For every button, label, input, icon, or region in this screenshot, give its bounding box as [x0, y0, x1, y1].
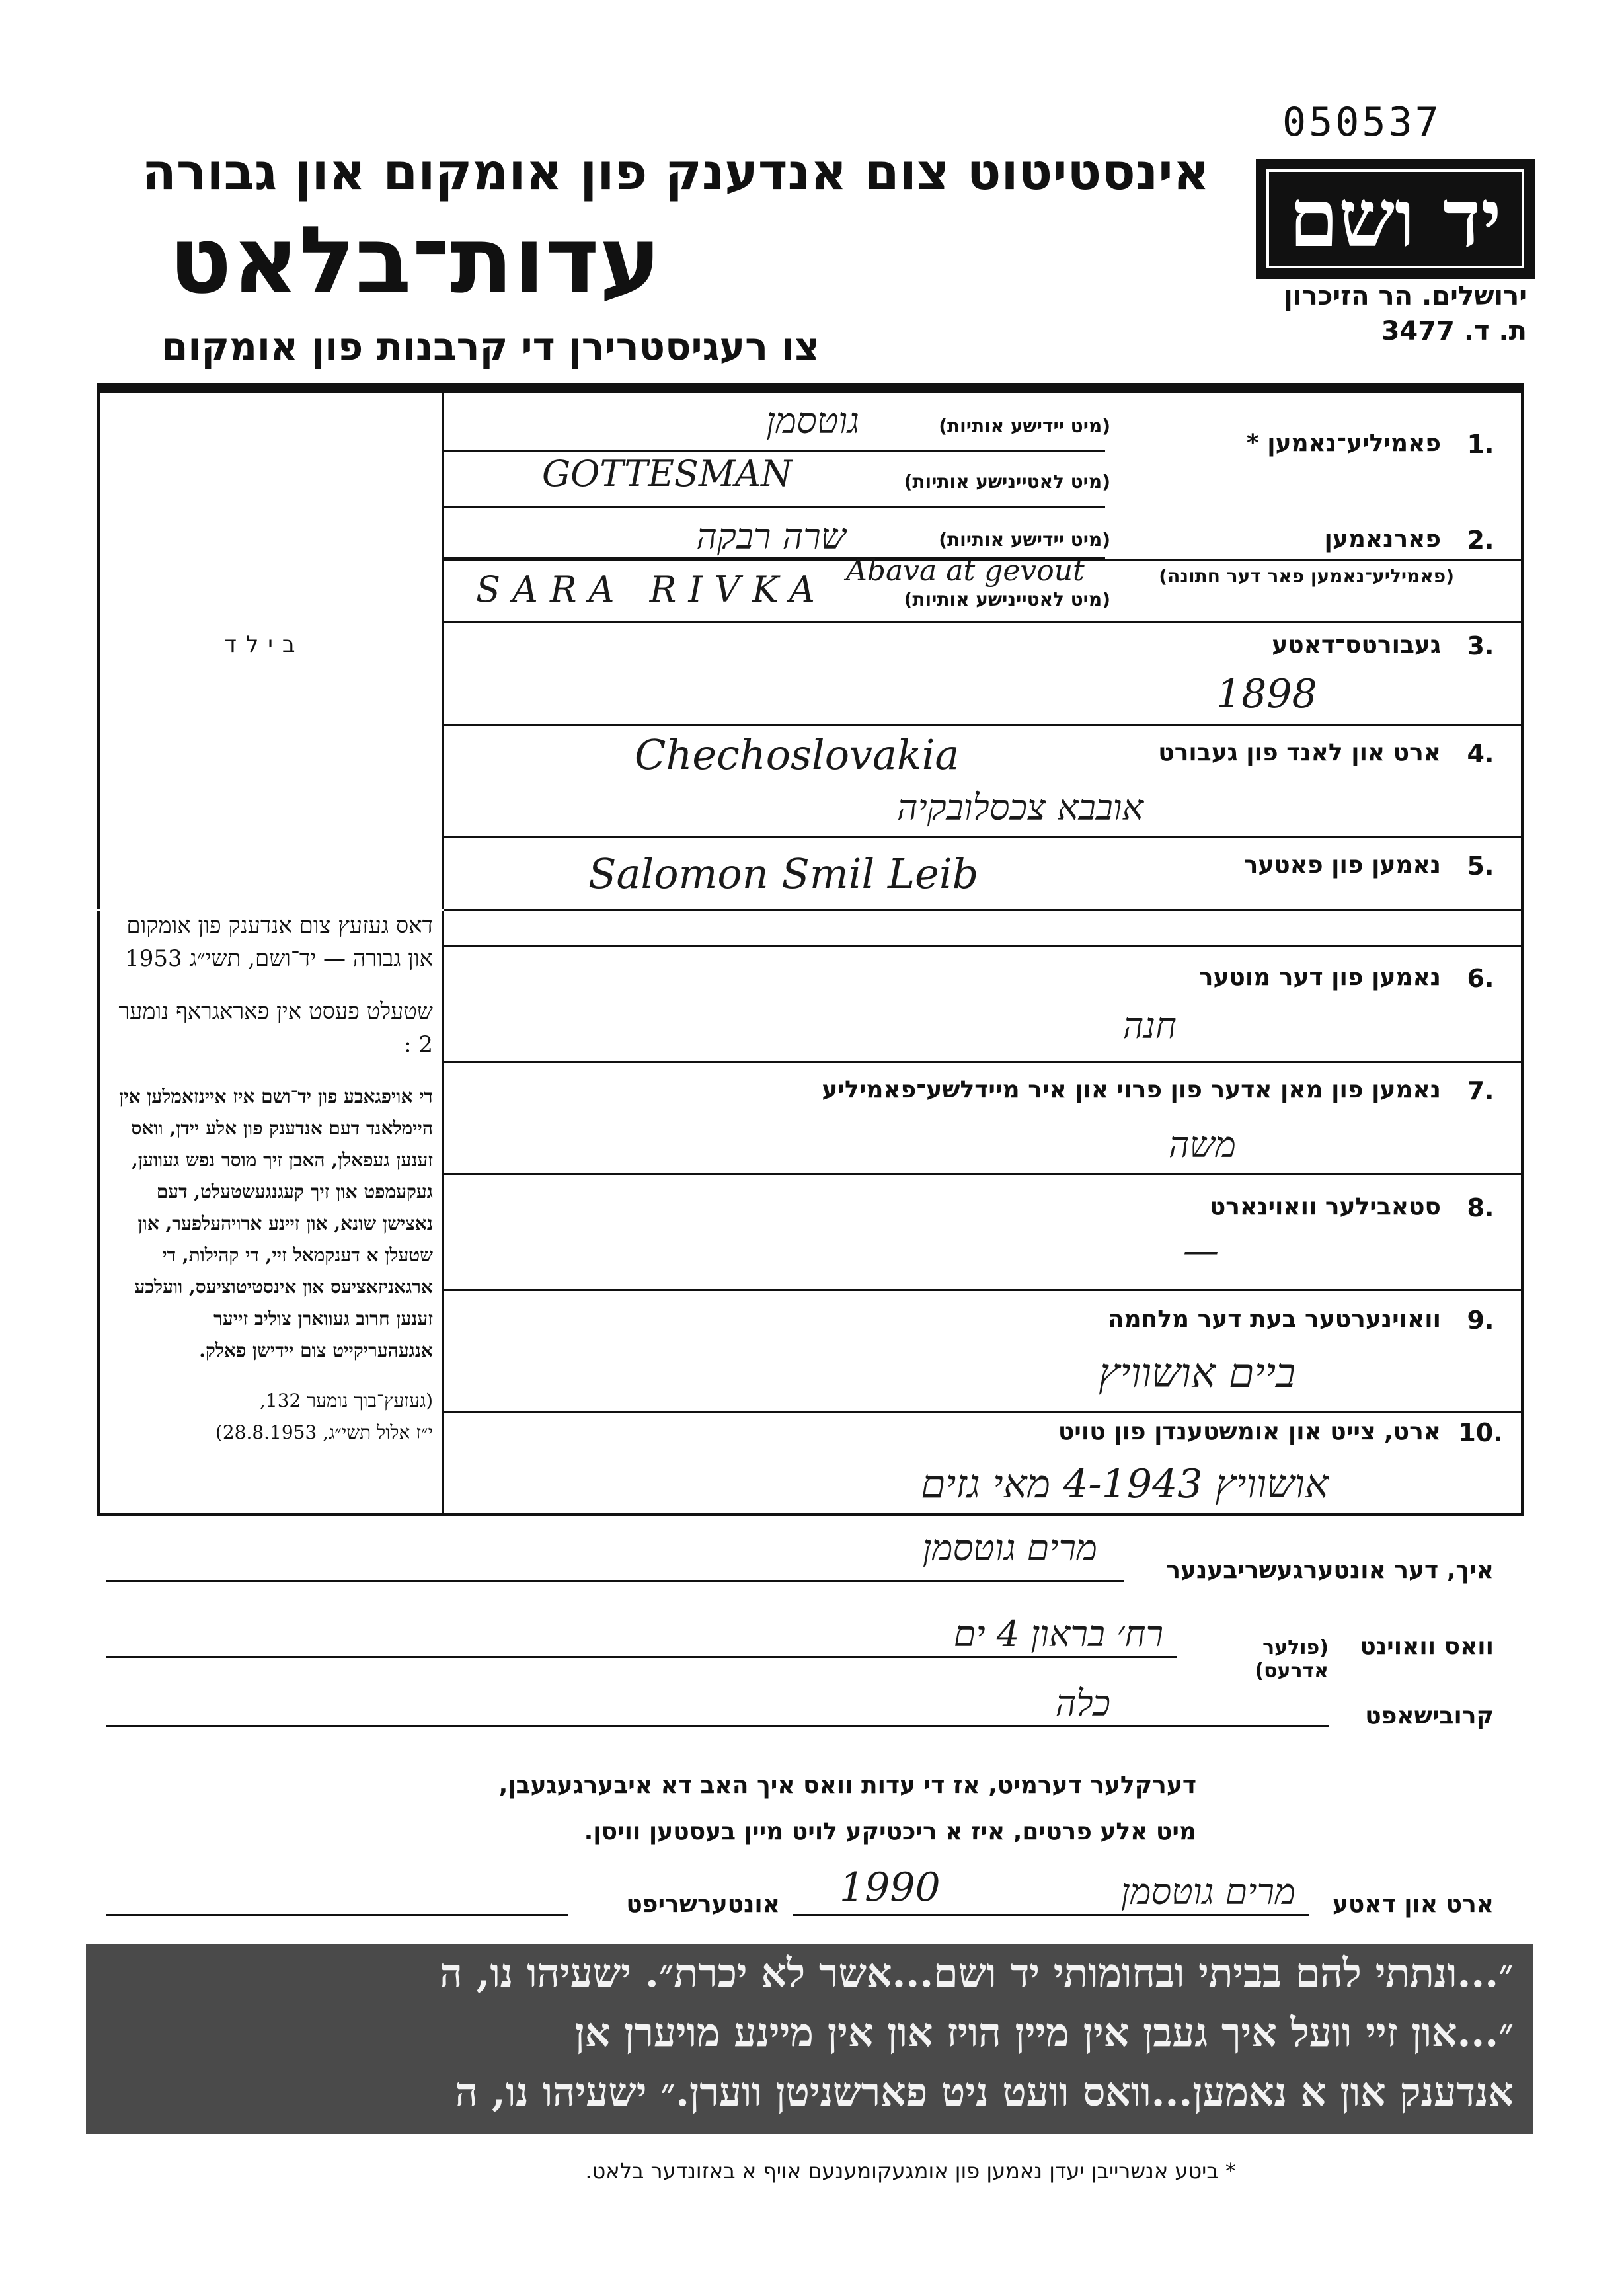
field-label-family-name: פאמיליע־נאמען *	[1246, 430, 1441, 457]
row-divider	[444, 621, 1524, 623]
address-label: וואס וואוינט	[1360, 1633, 1494, 1660]
field-underline	[444, 450, 1105, 452]
row-divider	[444, 945, 1524, 947]
field-number: 5.	[1467, 851, 1494, 881]
relation-underline	[106, 1725, 1329, 1727]
field-label-father-name: נאמען פון פאטער	[1243, 851, 1441, 879]
form-top-rule	[97, 383, 1524, 393]
permanent-residence-value: —	[1183, 1230, 1219, 1271]
banner-line-2: ״...און זיי וועל איך געבן אין מיין הויז און אין מיינע מויערן אן	[574, 2010, 1514, 2056]
field-underline	[444, 506, 1105, 508]
field-label-first-name: פארנאמען	[1324, 526, 1441, 553]
quote-banner	[86, 1944, 1533, 2134]
law-citation-1: (געזעץ־בוך נומער 132,	[259, 1390, 433, 1411]
address-value: רח׳ בראון 4 ים	[953, 1613, 1163, 1655]
field-number: 9.	[1467, 1306, 1494, 1335]
spouse-name-value: משה	[1169, 1124, 1236, 1166]
row-divider	[444, 836, 1524, 838]
field-number: 10.	[1458, 1418, 1503, 1447]
place-date-value: 1990	[839, 1864, 941, 1911]
serial-number: 050537	[1282, 99, 1442, 145]
place-date-label: ארט און דאטע	[1332, 1891, 1494, 1918]
maiden-name-value: Abava at gevout	[846, 554, 1085, 588]
field-number: 7.	[1467, 1076, 1494, 1105]
row-divider	[444, 1411, 1524, 1413]
law-citation-2: י״ז אלול תשי״ג, 28.8.1953)	[215, 1421, 433, 1443]
field-number: 1.	[1467, 430, 1494, 459]
field-label-birth-date: געבורטס־דאטע	[1272, 631, 1441, 658]
field-sublabel: (מיט יידישע אותיות)	[939, 415, 1110, 437]
field-label-permanent-residence: סטאבילער וואוינארט	[1209, 1193, 1441, 1220]
wartime-residence-value: ביים אושוויץ	[1098, 1349, 1295, 1397]
submitter-name-underline	[106, 1580, 1124, 1582]
field-label-wartime-residence: וואוינערטער בעת דער מלחמה	[1107, 1306, 1441, 1333]
field-label-birth-place: ארט און לאנד פון געבורט	[1158, 739, 1441, 766]
declaration-line-1: דערקלער דערמיט, אז די עדות וואס איך האב דא איבערגעגעבן,	[498, 1772, 1196, 1799]
address-underline	[106, 1656, 1177, 1658]
institute-name: אינסטיטוט צום אנדענק פון אומקום און גבורה	[141, 142, 1210, 201]
law-paragraph-3: די אויפגאבע פון יד־ושם איז איינזאמלען אין היימלאנד דעם אנדענק פון אלע יידן, וואס זענען געפאלן, האבן זיך מוסר נפש געווען, געקעמפט און זיך קעגנגעשטעלט, דעם נאצישן שונא, און זיינע ארויהעלפער, און שטעלן א דענקמאל זיי, די קהילות, די ארגאניזאציעס און אינסטיטוציעס, וועלכע זענען חרוב געווארן צוליב זייער אנגעהעריקייט צום יידישן פאלק.	[119, 1086, 433, 1361]
signature-label-underline	[106, 1914, 568, 1916]
signature-label: אונטערשריפט	[626, 1891, 780, 1918]
relation-label: קרובישאפט	[1365, 1702, 1494, 1729]
field-number: 3.	[1467, 631, 1494, 660]
photo-label: בילד	[224, 631, 305, 658]
declaration-line-2: מיט אלע פרטים, איז א ריכטיקע לויט מיין בעסטען וויסן.	[584, 1818, 1196, 1845]
form-subtitle: צו רעגיסטרירן די קרבנות פון אומקום	[161, 324, 820, 369]
row-divider	[444, 1061, 1524, 1063]
po-box-text: ת. ד. 3477	[1381, 316, 1527, 346]
logo-frame	[1266, 169, 1524, 268]
first-name-latin-value: SARA RIVKA	[476, 569, 827, 610]
field-number: 6.	[1467, 964, 1494, 993]
row-divider	[444, 1173, 1524, 1175]
field-sublabel: (מיט לאטיינישע אותיות)	[904, 471, 1110, 493]
submitter-name-label: איך, דער אונטערגעשריבענער	[1166, 1557, 1494, 1584]
field-number: 4.	[1467, 739, 1494, 768]
field-number: 8.	[1467, 1193, 1494, 1222]
field-label-spouse-name: נאמען פון מאן אדער פון פרוי און איר מיידלשע־פאמיליע	[822, 1076, 1441, 1103]
banner-line-1: ״...ונתתי להם בביתי ובחומותי יד ושם...אשר לא יכרת״. ישעיהו נו, ה	[440, 1950, 1514, 1997]
family-name-latin-value: GOTTESMAN	[542, 453, 793, 495]
relation-value: כלה	[1055, 1682, 1110, 1724]
signature-value: מרים גוטסמן	[1120, 1871, 1295, 1913]
banner-line-3: אנדענק און א נאמען...וואס וועט ניט פארשניטן ווערן.״ ישעיהו נו, ה	[455, 2069, 1514, 2116]
yad-vashem-logo	[1256, 159, 1535, 279]
logo-text: יד ושם	[1289, 172, 1502, 265]
birth-place-latin-value: Chechoslovakia	[635, 731, 960, 779]
submitter-name-value: מרים גוטסמן	[922, 1527, 1097, 1569]
law-paragraph-2: שטעלט פעסט אין פאראגראף נומער 2 :	[118, 998, 433, 1058]
first-name-yiddish-value: שרה רבקה	[696, 516, 846, 557]
law-paragraph-1: דאס געזעץ צום אנדענק פון אומקום און גבורה — יד־ושם, תשי״ג 1953	[125, 912, 433, 972]
field-label-mother-name: נאמען פון דער מוטער	[1198, 964, 1441, 991]
family-name-yiddish-value: גוטסמן	[766, 400, 859, 442]
row-divider	[444, 1289, 1524, 1291]
birth-place-yiddish-value: אובבא צכסלובקיה	[896, 787, 1143, 828]
signature-underline	[793, 1914, 1309, 1916]
field-sublabel: (מיט יידישע אותיות)	[939, 529, 1110, 551]
form-bottom-rule	[97, 1514, 1524, 1516]
form-title: עדות־בלאט	[169, 207, 661, 315]
mother-name-value: חנה	[1122, 1005, 1177, 1047]
address-sublabel: (פולער אדרעס)	[1255, 1636, 1329, 1682]
maiden-name-sublabel: (פאמיליע־נאמען פאר דער חתונה)	[1159, 565, 1454, 587]
footnote: * ביטע אנשרייבן יעדן נאמען פון אומגעקומענעם אויף א באזונדער בלאט.	[585, 2158, 1236, 2184]
law-note	[109, 909, 433, 1448]
field-label-death-circumstances: ארט, צייט און אומשטענדן פון טויט	[1058, 1418, 1441, 1445]
location-text: ירושלים. הר הזיכרון	[1284, 281, 1527, 311]
death-circumstances-value: אושוויץ 4-1943 מאי גזים	[921, 1461, 1329, 1507]
birth-date-value: 1898	[1216, 671, 1317, 717]
field-sublabel: (מיט לאטיינישע אותיות)	[904, 588, 1110, 610]
father-name-value: Salomon Smil Leib	[588, 850, 979, 898]
row-divider	[444, 724, 1524, 726]
field-number: 2.	[1467, 526, 1494, 555]
